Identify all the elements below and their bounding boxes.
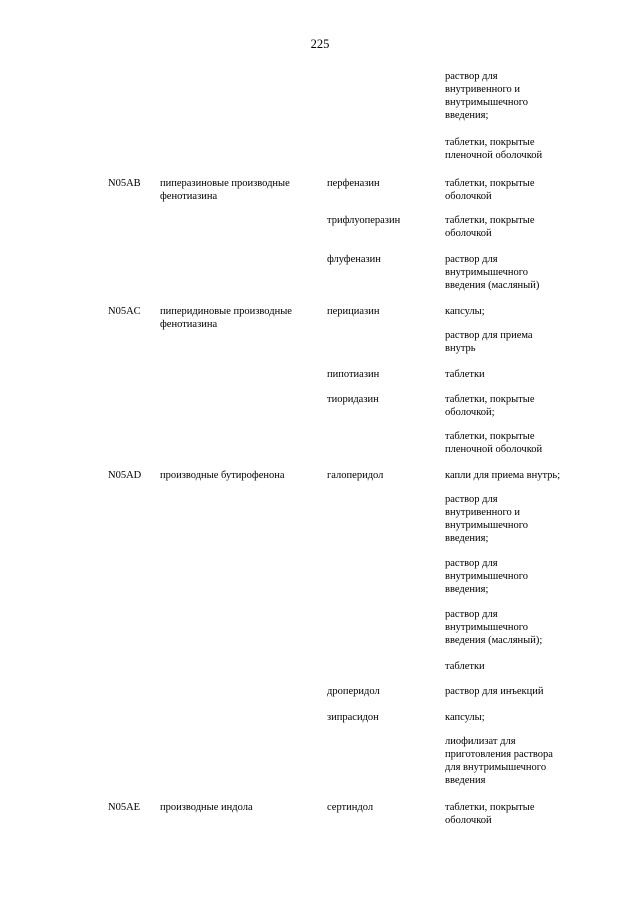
dosage-form: раствор для приема внутрь [445, 330, 533, 354]
dosage-form: таблетки [445, 369, 485, 380]
dosage-form: капсулы; [445, 712, 485, 723]
atc-code: N05AD [108, 470, 142, 481]
dosage-form: капли для приема внутрь; [445, 470, 561, 481]
drug-name: тиоридазин [327, 394, 379, 405]
dosage-form: раствор для внутримышечного введения (масляный); [445, 609, 543, 646]
atc-group: производные индола [160, 802, 253, 813]
drug-name: пипотиазин [327, 369, 380, 380]
atc-group: пиперидиновые производные фенотиазина [160, 306, 292, 330]
dosage-form: таблетки, покрытые пленочной оболочкой [445, 137, 543, 161]
dosage-form: таблетки, покрытые пленочной оболочкой [445, 431, 543, 455]
atc-code: N05AC [108, 306, 141, 317]
dosage-form: таблетки, покрытые оболочкой [445, 178, 535, 202]
drug-name: перициазин [327, 306, 380, 317]
dosage-form: таблетки, покрытые оболочкой [445, 802, 535, 826]
drug-name: трифлуоперазин [327, 215, 401, 226]
dosage-form: раствор для внутримышечного введения; [445, 558, 529, 595]
drug-name: зипрасидон [327, 712, 379, 723]
atc-group: производные бутирофенона [160, 470, 285, 481]
page-number: 225 [310, 37, 330, 51]
dosage-form: раствор для внутримышечного введения (масляный) [445, 254, 540, 291]
dosage-form: раствор для внутривенного и внутримышечного введения; [445, 71, 529, 121]
dosage-form: раствор для инъекций [445, 686, 544, 697]
dosage-form: таблетки, покрытые оболочкой; [445, 394, 535, 418]
dosage-form: таблетки [445, 661, 485, 672]
atc-code: N05AE [108, 802, 141, 813]
drug-name: дроперидол [327, 686, 380, 697]
dosage-form: раствор для внутривенного и внутримышечного введения; [445, 494, 529, 544]
dosage-form: лиофилизат для приготовления раствора для внутримышечного введения [445, 736, 553, 786]
drug-name: перфеназин [327, 178, 380, 189]
drug-name: флуфеназин [327, 254, 381, 265]
dosage-form: капсулы; [445, 306, 485, 317]
drug-name: сертиндол [327, 802, 374, 813]
drug-name: галоперидол [327, 470, 384, 481]
atc-group: пиперазиновые производные фенотиазина [160, 178, 290, 202]
dosage-form: таблетки, покрытые оболочкой [445, 215, 535, 239]
atc-code: N05AB [108, 178, 141, 189]
